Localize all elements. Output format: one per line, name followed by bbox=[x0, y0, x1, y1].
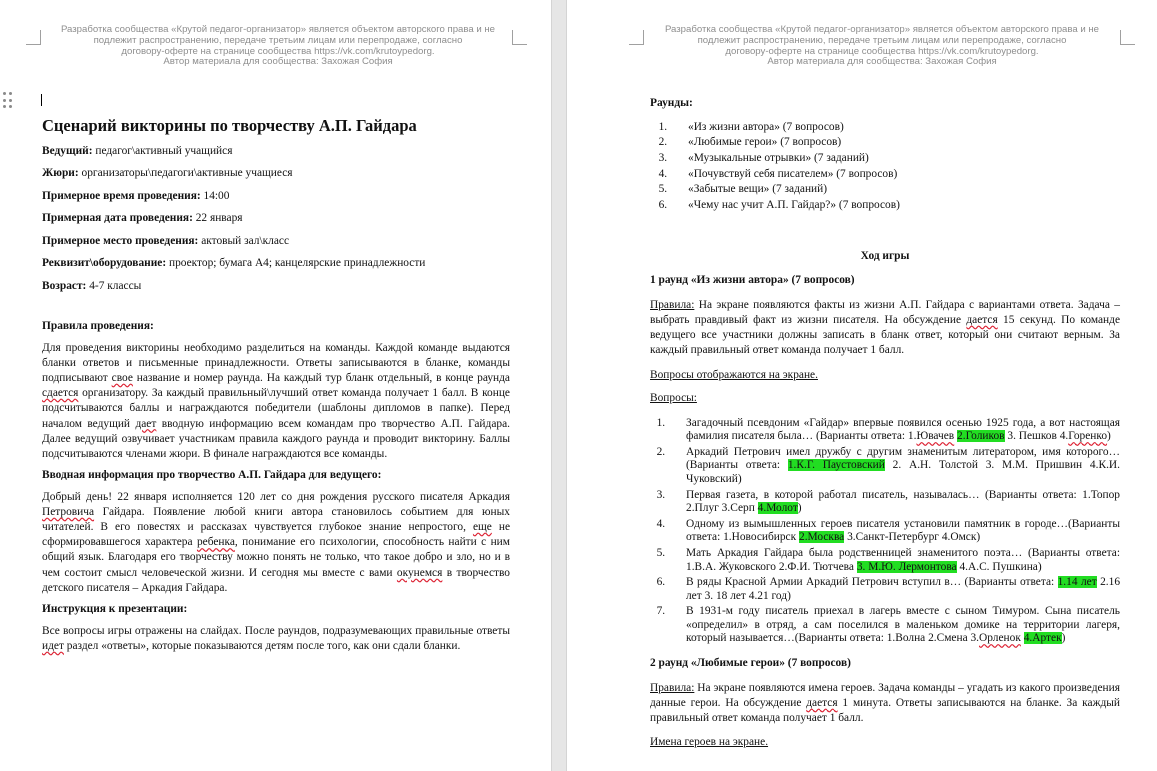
document-body-left[interactable] bbox=[42, 96, 510, 660]
text-run: 3.Санкт-Петербург 4.Омск) bbox=[844, 531, 981, 544]
header-line: договору-оферте на странице сообщества https://vk.com/krutoypedorg. bbox=[725, 45, 1039, 57]
header-line: Автор материала для сообщества: Захожая София bbox=[767, 56, 997, 68]
round1-heading: 1 раунд «Из жизни автора» (7 вопросов) bbox=[650, 274, 855, 287]
round2-rules bbox=[650, 681, 1120, 727]
spellcheck-word: ребенка bbox=[196, 536, 235, 549]
text-run: 2.16 лет 3. 18 лет 4.21 год) bbox=[686, 575, 1121, 602]
list-item: 1. «Из жизни автора» (7 вопросов) bbox=[670, 120, 1120, 136]
rules-label: Правила: bbox=[650, 298, 695, 311]
text-run: 1 минута. Ответы записываются на бланке. За каждый правильный ответ команда получает 1 балл. bbox=[650, 696, 1120, 725]
field-time bbox=[42, 189, 510, 205]
questions-shown-note: Вопросы отображаются на экране. bbox=[650, 368, 818, 381]
text-run: Добрый день! 22 января исполняется 120 лет со дня рождения русского писателя Аркадия bbox=[42, 490, 510, 503]
text-run: В ряды Красной Армии Аркадий Петрович вступил в… (Варианты ответа: bbox=[686, 575, 1058, 588]
field-jury bbox=[42, 166, 510, 182]
question-item bbox=[668, 489, 1120, 517]
text-run: не сформировавшегося характера bbox=[42, 521, 511, 549]
highlighted-answer: 3. М.Ю. Лермонтова bbox=[856, 560, 957, 573]
spellcheck-word: свое bbox=[111, 371, 133, 384]
text-run: 15 секунд. По команде ведущего все участники должны записать в бланк ответ, который они считают верным. За каждый правильный ответ команда получает 1 балл. bbox=[650, 313, 1120, 357]
field-value: педагог\активный учащийся bbox=[92, 144, 233, 157]
intro-heading: Вводная информация про творчество А.П. Гайдара для ведущего: bbox=[42, 469, 382, 482]
round1-rules bbox=[650, 298, 1120, 359]
text-run: в творчество детского писателя – Аркадия Гайдара. bbox=[42, 566, 510, 594]
field-label: Возраст: bbox=[42, 279, 87, 292]
page-header-copyright bbox=[649, 25, 1115, 68]
spellcheck-word: дается bbox=[806, 696, 838, 709]
intro-paragraph bbox=[42, 490, 510, 596]
text-run: название и номер раунда. На каждый тур бланк отдельный, в конце раунда bbox=[132, 371, 510, 384]
field-label: Примерная дата проведения: bbox=[42, 212, 193, 224]
spellcheck-word: дает bbox=[135, 417, 157, 430]
field-date bbox=[42, 211, 510, 227]
text-run: Одному из вымышленных героев писателя установили памятник в городе…(Варианты ответа: 1.Новосибирск bbox=[686, 517, 1120, 544]
rules-paragraph bbox=[42, 341, 510, 463]
text-run: Гайдара. Появление любой книги автора становилось событием для юных читателей. В его повестях и рассказах чувствуется глубокое знание непростого, bbox=[42, 505, 510, 534]
header-line: Автор материала для сообщества: Захожая София bbox=[163, 56, 393, 68]
margin-corner-mark bbox=[512, 30, 527, 45]
list-item: 4. «Почувствуй себя писателем» (7 вопросов) bbox=[670, 167, 1120, 183]
text-run: Мать Аркадия Гайдара была родственницей знаменитого поэта… (Варианты ответа: 1.В.А. Жуковского 2.Ф.И. Тютчева bbox=[686, 546, 1120, 573]
margin-corner-mark bbox=[629, 30, 644, 45]
spellcheck-word: дается bbox=[966, 313, 998, 326]
field-host bbox=[42, 144, 510, 160]
margin-corner-mark bbox=[1120, 30, 1135, 45]
spellcheck-word: Орленок bbox=[979, 632, 1021, 645]
field-value: организаторы\педагоги\активные учащиеся bbox=[78, 167, 293, 179]
text-run: Все вопросы игры отражены на слайдах. После раундов, подразумевающих правильные ответы bbox=[42, 624, 510, 637]
field-value: актовый зал\класс bbox=[198, 234, 290, 247]
question-item bbox=[668, 518, 1120, 546]
spellcheck-word: Ювачев bbox=[916, 430, 955, 443]
header-line: Разработка сообщества «Крутой педагог-организатор» является объектом авторского права и не bbox=[60, 24, 496, 35]
game-heading: Ход игры bbox=[860, 249, 910, 262]
document-body-right[interactable] bbox=[650, 96, 1120, 751]
spellcheck-word: Горенко bbox=[1068, 430, 1108, 443]
field-value: 4-7 классы bbox=[86, 279, 142, 292]
highlighted-answer: 4.Молот bbox=[757, 502, 798, 515]
spellcheck-word: окунемся bbox=[396, 566, 443, 579]
text-run: Первая газета, в которой работал писатель, называлась… (Варианты ответа: 1.Топор 2.Плуг 3.Серп bbox=[686, 488, 1120, 515]
spellcheck-word: Петровича bbox=[42, 505, 95, 518]
text-run: На экране появляются имена героев. Задача команды – угадать из какого произведения данные герои. На обсуждение bbox=[650, 681, 1120, 709]
text-run: 3. Пешков 4. bbox=[1004, 430, 1069, 443]
presentation-paragraph bbox=[42, 624, 510, 654]
text-run: Загадочный псевдоним «Гайдар» впервые появился осенью 1925 года, а вот настоящая фамилия писателя была… (Варианты ответа: 1. bbox=[686, 416, 1120, 443]
header-line: договору-оферте на странице сообщества https://vk.com/krutoypedorg. bbox=[121, 45, 435, 57]
field-value: 14:00 bbox=[200, 189, 230, 202]
header-line: подлежит распространению, передаче третьим лицам или перепродаже, согласно bbox=[93, 34, 463, 46]
field-props bbox=[42, 256, 510, 272]
question-item bbox=[668, 417, 1120, 445]
drag-handle-icon[interactable] bbox=[3, 92, 13, 110]
text-run: организатору. За каждый правильный\лучший ответ команда получает 1 балл. В конце подсчитываются баллы и награждаются победители (шаблоны дипломов в папке). Перед началом ведущий bbox=[42, 387, 510, 430]
text-run: Для проведения викторины необходимо разделиться на команды. Каждой команде выдаются бланки ответов и письменные принадлежности. Ответы записываются в бланке, команды подписывают bbox=[42, 341, 510, 384]
rounds-list bbox=[650, 120, 1120, 214]
question-item bbox=[668, 446, 1120, 487]
field-age bbox=[42, 279, 510, 295]
header-line: подлежит распространению, передаче третьим лицам или перепродаже, согласно bbox=[697, 34, 1067, 46]
question-item bbox=[668, 576, 1120, 604]
text-run: 4.А.С. Пушкина) bbox=[956, 560, 1042, 573]
text-run: 2. А.Н. Толстой 3. М.М. Пришвин 4.К.И. Чуковский) bbox=[686, 459, 1120, 486]
spellcheck-word: еще bbox=[472, 521, 492, 534]
list-item: 2. «Любимые герои» (7 вопросов) bbox=[670, 135, 1120, 151]
field-label: Примерное время проведения: bbox=[42, 189, 201, 202]
highlighted-answer: 4.Артек bbox=[1023, 632, 1062, 645]
list-item: 6. «Чему нас учит А.П. Гайдар?» (7 вопросов) bbox=[670, 198, 1120, 214]
highlighted-answer: 1.14 лет bbox=[1057, 575, 1097, 588]
field-label: Жюри: bbox=[42, 167, 79, 179]
spellcheck-word: идет bbox=[42, 639, 64, 652]
list-item: 3. «Музыкальные отрывки» (7 заданий) bbox=[670, 151, 1120, 167]
text-run: ) bbox=[1061, 632, 1066, 645]
text-run: раздел «ответы», которые показываются детям после того, как они сдали бланки. bbox=[63, 639, 461, 652]
field-label: Ведущий: bbox=[42, 144, 93, 157]
text-run: , понимание его психологии, способность найти с ним общий язык. Благодаря его творчеству можно понять не только, что такое добро и зло, но и в чем состоит смысл человеческой жизни. И сегодня мы вместе с вами bbox=[42, 536, 510, 579]
highlighted-answer: 2.Москва bbox=[799, 531, 845, 544]
text-run: ) bbox=[1107, 430, 1111, 443]
list-item: 5. «Забытые вещи» (7 заданий) bbox=[670, 182, 1120, 198]
text-run: ) bbox=[797, 502, 802, 515]
document-page-right[interactable] bbox=[567, 0, 1157, 771]
document-page-left[interactable] bbox=[0, 0, 551, 771]
highlighted-answer: 1.К.Г. Паустовский bbox=[787, 459, 885, 472]
rounds-heading: Раунды: bbox=[650, 97, 693, 109]
text-run: Аркадий Петрович имел дружбу с другим знаменитым литератором, имя которого… (Варианты ответа: bbox=[686, 445, 1120, 472]
page-header-copyright bbox=[48, 25, 508, 68]
header-line: Разработка сообщества «Крутой педагог-организатор» является объектом авторского права и не bbox=[664, 24, 1100, 35]
question-item bbox=[668, 547, 1120, 575]
text-run: В 1931-м году писатель приехал в лагерь вместе с сыном Тимуром. Сына писатель «определил» в отряд, а сам поселился в маленьком домике на территории лагеря, который называется…(Варианты ответа: 1.Волна 2.Смена 3. bbox=[686, 604, 1120, 645]
document-title: Сценарий викторины по творчеству А.П. Гайдара bbox=[42, 116, 417, 135]
margin-corner-mark bbox=[26, 30, 41, 45]
text-run: вводную информацию всем командам про творчество А.П. Гайдара. Далее ведущий озвучивает участникам правила каждого раунда и проводит викторину. Баллы подсчитываются членами жюри. В финале награждаются все команды. bbox=[42, 417, 510, 460]
field-label: Примерное место проведения: bbox=[42, 234, 199, 247]
highlighted-answer: 2.Голиков bbox=[957, 430, 1005, 443]
round2-heading: 2 раунд «Любимые герои» (7 вопросов) bbox=[650, 657, 851, 670]
rules-heading: Правила проведения: bbox=[42, 320, 154, 332]
heroes-shown-note: Имена героев на экране. bbox=[650, 736, 769, 749]
field-place bbox=[42, 234, 510, 250]
questions-list bbox=[650, 417, 1120, 647]
field-value: 22 января bbox=[192, 212, 243, 224]
presentation-heading: Инструкция к презентации: bbox=[42, 603, 188, 616]
spellcheck-word: сдается bbox=[42, 387, 79, 400]
questions-label: Вопросы: bbox=[650, 392, 697, 405]
field-label: Реквизит\оборудование: bbox=[42, 257, 167, 269]
field-value: проектор; бумага А4; канцелярские принадлежности bbox=[166, 257, 426, 269]
rules-label: Правила: bbox=[650, 681, 695, 694]
question-item bbox=[668, 605, 1120, 646]
text-run: На экране появляются факты из жизни А.П. Гайдара с вариантами ответа. Задача – выбрать правдивый факт из жизни писателя. На обсуждение bbox=[650, 298, 1120, 326]
